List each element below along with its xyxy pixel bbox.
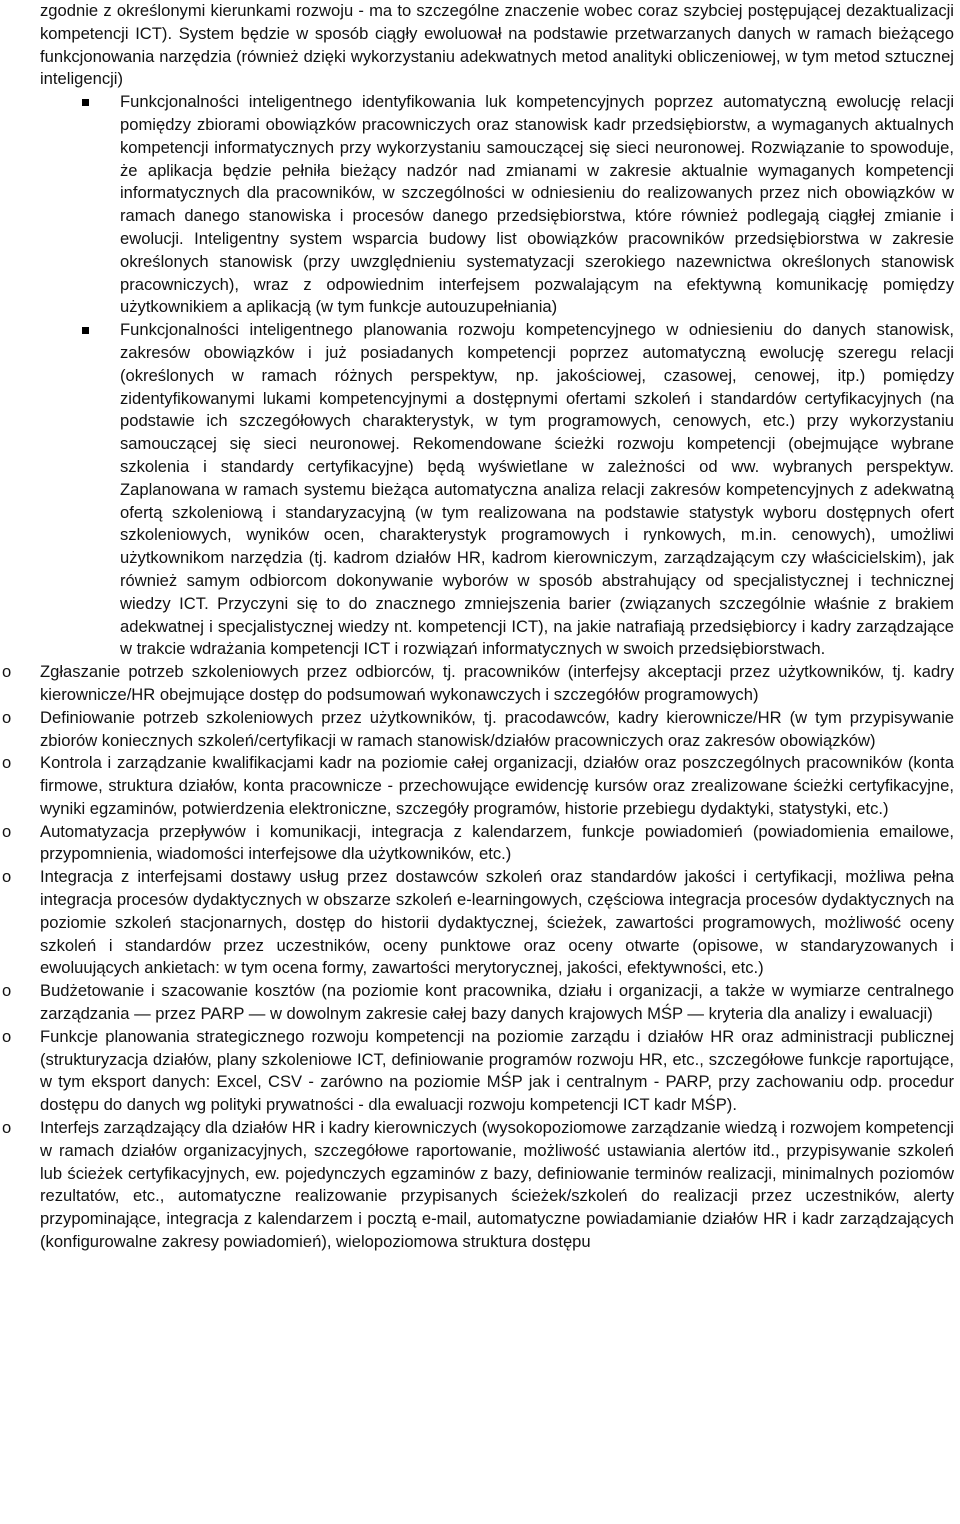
circle-bullet-icon: o [2, 821, 12, 841]
o-bullet-item-1 [2, 661, 954, 707]
square-bullet-text: Funkcjonalności inteligentnego identyfikowania luk kompetencyjnych poprzez automatyczną ewolucję relacji pomiędzy zbiorami obowiązków pracowniczych oraz stanowisk kadr przedsiębiorstw, a wymaganych aktualnych kompetencji informatycznych przy wykorzystaniu samouczącej się sieci neuronowej. Rozwiązanie to spowoduje, że aplikacja będzie pełniła bieżący nadzór nad zmianami w zakresie aktualnie wymaganych kompetencji informatycznych dla pracowników, w szczególności w odniesieniu do realizowanych przez nich obowiązków w ramach danego stanowiska i procesów danego przedsiębiorstwa, które również podlegają ciągłej zmianie i ewolucji. Inteligentny system wsparcia budowy list obowiązków pracowników przedsiębiorstwa w zakresie określonych stanowisk (przy uwzględnieniu systematyzacji szerokiego nazewnictwa określonych stanowisk pracowniczych), wraz z odpowiednim interfejsem pozwalającym na efektywną komunikację pomiędzy użytkownikiem a aplikacją (w tym funkcje autouzupełniania) [120, 92, 954, 317]
circle-bullet-icon: o [2, 1118, 12, 1138]
square-bullet-item-2 [120, 319, 954, 661]
o-bullet-text: Funkcje planowania strategicznego rozwoju kompetencji na poziomie zarządu i działów HR oraz administracji publicznej (strukturyzacja działów, plany szkoleniowe ICT, definiowanie programów rozwoju HR, etc., szczegółowe funkcje raportujące, w tym eksport danych: Excel, CSV - zarówno na poziomie MŚP jak i centralnym - PARP, przy zachowaniu odp. procedur dostępu do danych wg polityki prywatności - dla ewaluacji rozwoju kompetencji ICT kadr MŚP). [40, 1026, 954, 1115]
square-bullet-text: Funkcjonalności inteligentnego planowania rozwoju kompetencyjnego w odniesieniu do danych stanowisk, zakresów obowiązków i już posiadanych kompetencji poprzez automatyczną ewolucję szeregu relacji (określonych w ramach różnych perspektyw, np. jakościowej, czasowej, cenowej, itp.) pomiędzy zidentyfikowanymi lukami kompetencyjnymi a dostępnymi ofertami szkoleń i standardów certyfikacyjnych (na podstawie ich szczegółowych charakterystyk, w tym programowych, cenowych, etc.) przy wykorzystaniu samouczącej się sieci neuronowej. Rekomendowane ścieżki rozwoju kompetencji (obejmujące wybrane szkolenia i standardy certyfikacyjne) będą wyświetlane w zależności od ww. wybranych perspektyw. Zaplanowana w ramach systemu bieżąca automatyczna analiza relacji zakresów kompetencyjnych z adekwatną ofertą szkoleniową i standaryzacyjną (w tym realizowana na podstawie statystyk wyboru dostępnych ofert szkoleniowych, wyników ocen, charakterystyk programowych i rynkowych, m.in. cenowych), umożliwi użytkownikom narzędzia (tj. kadrom działów HR, kadrom kierowniczym, zarządzającym czy właścicielskim), jak również samym odbiorcom dokonywanie wyborów w sposób abstrahujący od specjalistycznej i technicznej wiedzy ICT. Przyczyni się to do znacznego zmniejszenia barier (związanych szczególnie właśnie z brakiem adekwatnej i specjalistycznej wiedzy nt. kompetencji ICT), na jakie natrafiają przedsiębiorcy i kadry zarządzające w trakcie wdrażania kompetencji ICT i rozwiązań informatycznych w swoich przedsiębiorstwach. [120, 320, 954, 659]
o-bullet-item-8 [2, 1117, 954, 1254]
o-bullet-text: Zgłaszanie potrzeb szkoleniowych przez odbiorców, tj. pracowników (interfejsy akceptacji przez użytkowników, tj. kadry kierownicze/HR obejmujące dostęp do podsumowań wykonawczych i szczegółów programowych) [40, 662, 954, 704]
square-bullet-item-1 [120, 91, 954, 319]
o-bullet-item-4 [2, 821, 954, 867]
intro-paragraph: zgodnie z określonymi kierunkami rozwoju - ma to szczególne znaczenie wobec coraz szybciej postępującej dezaktualizacji kompetencji ICT). System będzie w sposób ciągły ewoluował na podstawie przetwarzanych danych w ramach bieżącego funkcjonowania narzędzia (również dzięki wykorzystaniu adekwatnych metod analityki obliczeniowej, w tym metod sztucznej inteligencji) [40, 1, 954, 89]
square-bullet-icon [82, 99, 89, 106]
o-bullet-item-7 [2, 1026, 954, 1117]
circle-bullet-icon: o [2, 981, 12, 1001]
o-bullet-text: Interfejs zarządzający dla działów HR i kadry kierowniczych (wysokopoziomowe zarządzanie wiedzą i rozwojem kompetencji w ramach działów organizacyjnych, szczegółowe raportowanie, możliwość ustawiania alertów itd., przypisywanie szkoleń lub ścieżek certyfikacyjnych, ew. pojedynczych egzaminów z bazy, definiowanie terminów realizacji, minimalnych poziomów rezultatów, etc., automatyczne realizowanie przypisanych ścieżek/szkoleń do realizacji przez uczestników, alerty przypominające, integracja z kalendarzem i pocztą e-mail, automatyczne powiadamianie działów HR i kadr zarządzających (konfigurowalne zakresy powiadomień), wielopoziomowa struktura dostępu [40, 1118, 954, 1252]
o-bullet-item-5 [2, 866, 954, 980]
circle-bullet-icon: o [2, 867, 12, 887]
o-bullet-item-6 [2, 980, 954, 1026]
o-bullet-item-3 [2, 752, 954, 820]
o-bullet-text: Kontrola i zarządzanie kwalifikacjami kadr na poziomie całej organizacji, działów oraz poszczególnych pracowników (konta firmowe, struktura działów, konta pracownicze - przechowujące ewidencję kursów oraz zrealizowane ścieżki certyfikacyjne, wyniki egzaminów, potwierdzenia elektroniczne, szczegóły programów, historie przebiegu dydaktyki, statystyki, etc.) [40, 753, 954, 818]
o-bullet-text: Integracja z interfejsami dostawy usług przez dostawców szkoleń oraz standardów jakości i certyfikacji, możliwa pełna integracja procesów dydaktycznych w obszarze szkoleń e-learningowych, częściowa integracja procesów dydaktycznych na poziomie szkoleń stacjonarnych, dostęp do historii dydaktycznej, ścieżek, zawartości programowych, możliwość oceny szkoleń i standardów przez uczestników, oceny punktowe oraz oceny otwarte (opisowe, w standaryzowanych i ewoluujących ankietach: w tym ocena formy, zawartości merytorycznej, jakości, efektywności, etc.) [40, 867, 954, 978]
square-bullet-icon [82, 327, 89, 334]
o-bullet-text: Budżetowanie i szacowanie kosztów (na poziomie kont pracownika, działu i organizacji, a także w wymiarze centralnego zarządzania — przez PARP — w dowolnym zakresie całej bazy danych krajowych MŚP — kryteria dla analizy i ewaluacji) [40, 981, 954, 1024]
o-bullet-item-2 [2, 707, 954, 753]
circle-bullet-icon: o [2, 662, 12, 682]
circle-bullet-icon: o [2, 1026, 12, 1046]
o-bullet-text: Definiowanie potrzeb szkoleniowych przez użytkowników, tj. pracodawców, kadry kierownicze/HR (w tym przypisywanie zbiorów koniecznych szkoleń/certyfikacji w ramach stanowisk/działów pracowniczych oraz zakresów obowiązków) [40, 707, 954, 750]
o-bullet-text: Automatyzacja przepływów i komunikacji, integracja z kalendarzem, funkcje powiadomień (powiadomienia emailowe, przypomnienia, wiadomości interfejsowe dla użytkowników, etc.) [40, 821, 954, 864]
circle-bullet-icon: o [2, 753, 12, 773]
circle-bullet-icon: o [2, 707, 12, 727]
